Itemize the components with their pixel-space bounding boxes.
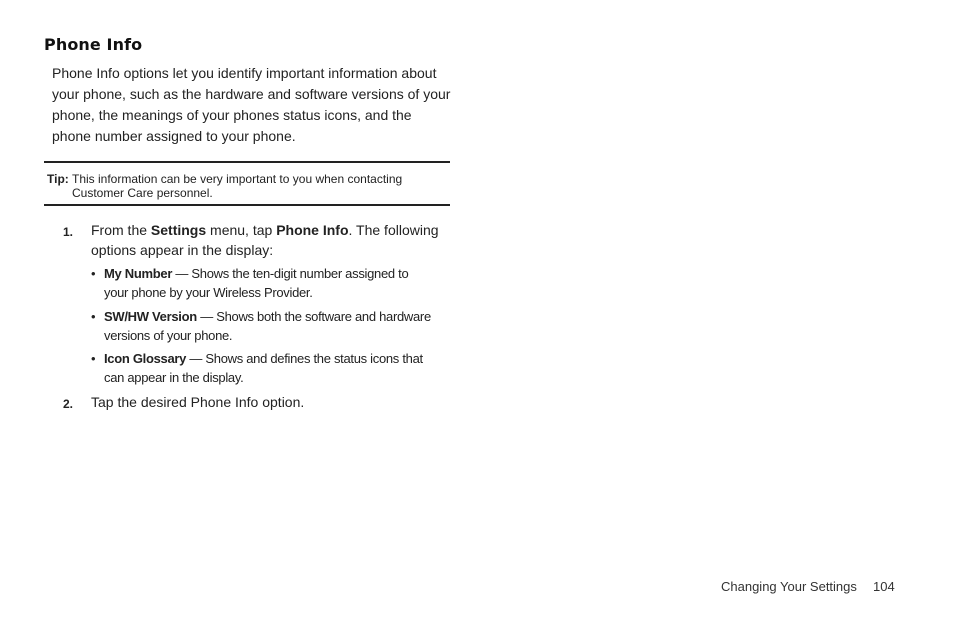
bullet-term: Icon Glossary xyxy=(104,351,187,366)
step-number: 2. xyxy=(63,397,74,411)
intro-paragraph: Phone Info options let you identify important information about your phone, such as the hardware and software versions of your phone, the meanings of your phones status icons, and the phone number assigned to your phone. xyxy=(52,65,451,144)
bullet-dot: • xyxy=(91,351,96,366)
bullet-desc: — Shows the ten-digit number assigned to your phone by your Wireless Provider. xyxy=(104,266,409,300)
bullet-term: My Number xyxy=(104,266,173,281)
bullet-dot: • xyxy=(91,309,96,324)
footer-section-title: Changing Your Settings xyxy=(721,579,857,594)
settings-term: Settings xyxy=(150,222,207,238)
bullet-term: SW/HW Version xyxy=(104,309,197,324)
tip-label: Tip: xyxy=(47,172,69,186)
step-number: 1. xyxy=(63,225,74,239)
bullet-desc: — Shows both the software and hardware versions of your phone. xyxy=(104,309,431,343)
tip-box xyxy=(44,161,450,206)
bullet-dot: • xyxy=(91,266,96,281)
tip-text: This information can be very important to you when contacting Customer Care personnel. xyxy=(72,172,403,200)
phone-info-term: Phone Info xyxy=(276,222,349,238)
step-text: Tap the desired Phone Info option. xyxy=(91,394,305,410)
section-heading: Phone Info xyxy=(44,35,143,54)
step-text: From the Settings menu, tap Phone Info. The following options appear in the display: xyxy=(91,222,439,258)
page-number: 104 xyxy=(873,579,895,594)
bullet-desc: — Shows and defines the status icons that can appear in the display. xyxy=(104,351,423,385)
